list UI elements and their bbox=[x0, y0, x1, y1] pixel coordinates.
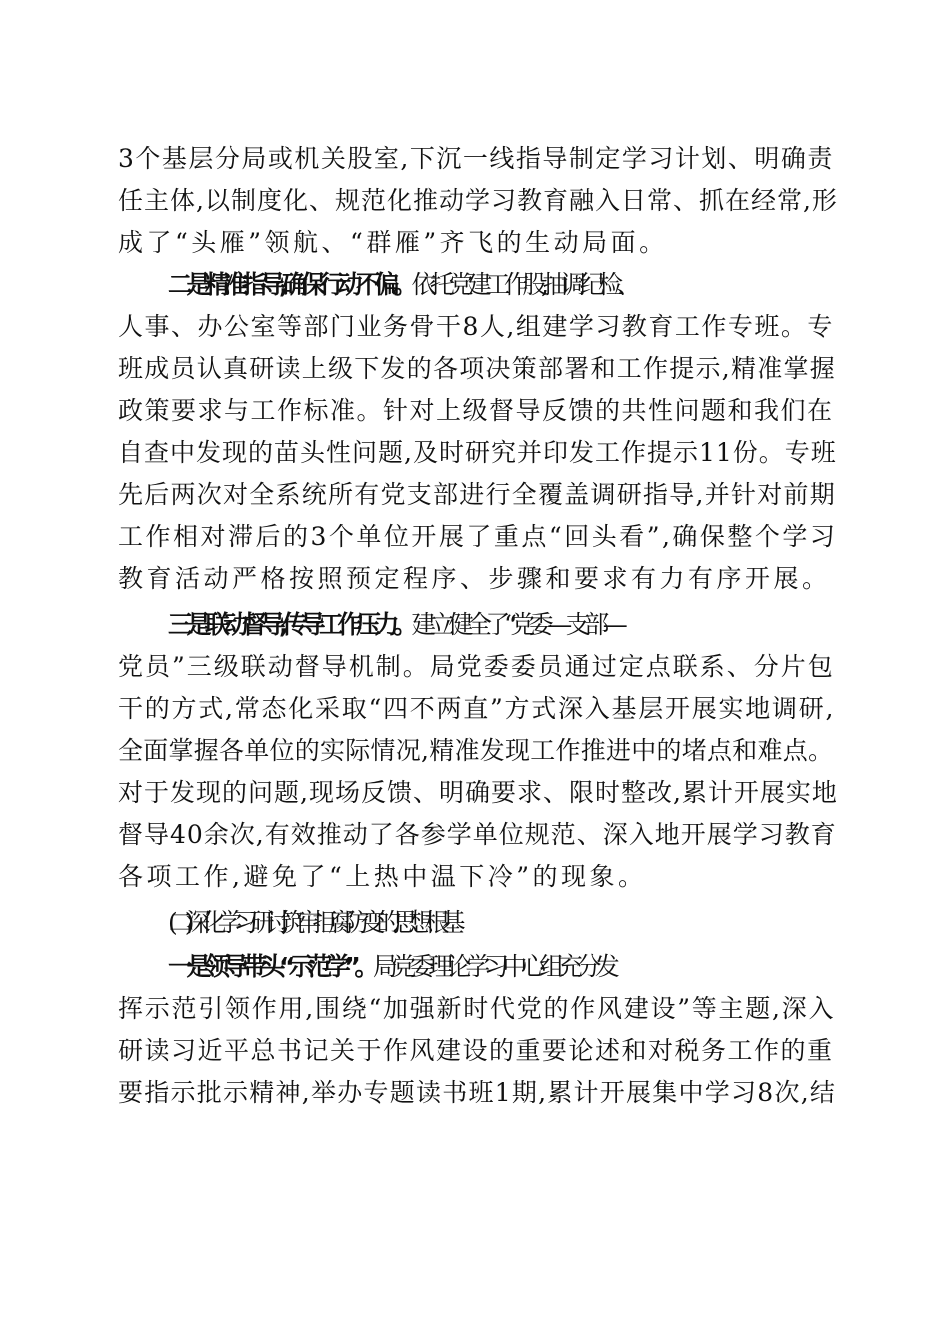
text-line: 政策要求与工作标准。针对上级督导反馈的共性问题和我们在 bbox=[118, 396, 834, 425]
text-line: 要指示批示精神,举办专题读书班1期,累计开展集中学习8次,结 bbox=[118, 1078, 837, 1107]
paragraph-first-line bbox=[168, 946, 888, 988]
text-line: 人事、办公室等部门业务骨干8人,组建学习教育工作专班。专 bbox=[118, 312, 834, 341]
text-line: 党员”三级联动督导机制。局党委委员通过定点联系、分片包 bbox=[118, 652, 835, 681]
text-line: 研读习近平总书记关于作风建设的重要论述和对税务工作的重 bbox=[118, 1036, 834, 1065]
text-line: 3个基层分局或机关股室,下沉一线指导制定学习计划、明确责 bbox=[118, 144, 834, 173]
text-line: 工作相对滞后的3个单位开展了重点“回头看”,确保整个学习 bbox=[118, 522, 838, 551]
text-line: 对于发现的问题,现场反馈、明确要求、限时整改,累计开展实地 bbox=[118, 778, 838, 807]
text-line: 先后两次对全系统所有党支部进行全覆盖调研指导,并针对前期 bbox=[118, 480, 836, 509]
paragraph-first-line bbox=[168, 604, 888, 646]
text-line: 全面掌握各单位的实际情况,精准发现工作推进中的堵点和难点。 bbox=[118, 736, 834, 765]
paragraph-first-line bbox=[168, 264, 888, 306]
paragraph-text: 建立健全了“党委—支部— bbox=[411, 610, 622, 639]
paragraph-lead: 三是联动督导,传导工作压力。 bbox=[168, 610, 412, 639]
text-line: 挥示范引领作用,围绕“加强新时代党的作风建设”等主题,深入 bbox=[118, 994, 836, 1023]
paragraph-text: 局党委理论学习中心组充分发 bbox=[372, 952, 614, 981]
text-line: 各项工作,避免了“上热中温下冷”的现象。 bbox=[118, 862, 647, 891]
paragraph-lead: 二是精准指导,确保行动不偏。 bbox=[168, 270, 412, 299]
section-heading: (二)深化学习研讨,筑牢拒腐防变的思想根基 bbox=[168, 908, 457, 937]
text-line: 自查中发现的苗头性问题,及时研究并印发工作提示11份。专班 bbox=[118, 438, 837, 467]
text-line: 任主体,以制度化、规范化推动学习教育融入日常、抓在经常,形 bbox=[118, 186, 838, 215]
text-line: 成了“头雁”领航、“群雁”齐飞的生动局面。 bbox=[118, 228, 668, 257]
paragraph-text: 依托党建工作股,抽调纪检、 bbox=[411, 270, 635, 299]
text-line: 教育活动严格按照预定程序、步骤和要求有力有序开展。 bbox=[118, 564, 831, 593]
text-line: 班成员认真研读上级下发的各项决策部署和工作提示,精准掌握 bbox=[118, 354, 836, 383]
paragraph-lead: 一是领导带头“示范学”。 bbox=[168, 952, 373, 981]
text-line: 干的方式,常态化采取“四不两直”方式深入基层开展实地调研, bbox=[118, 694, 836, 723]
text-line: 督导40余次,有效推动了各参学单位规范、深入地开展学习教育 bbox=[118, 820, 837, 849]
